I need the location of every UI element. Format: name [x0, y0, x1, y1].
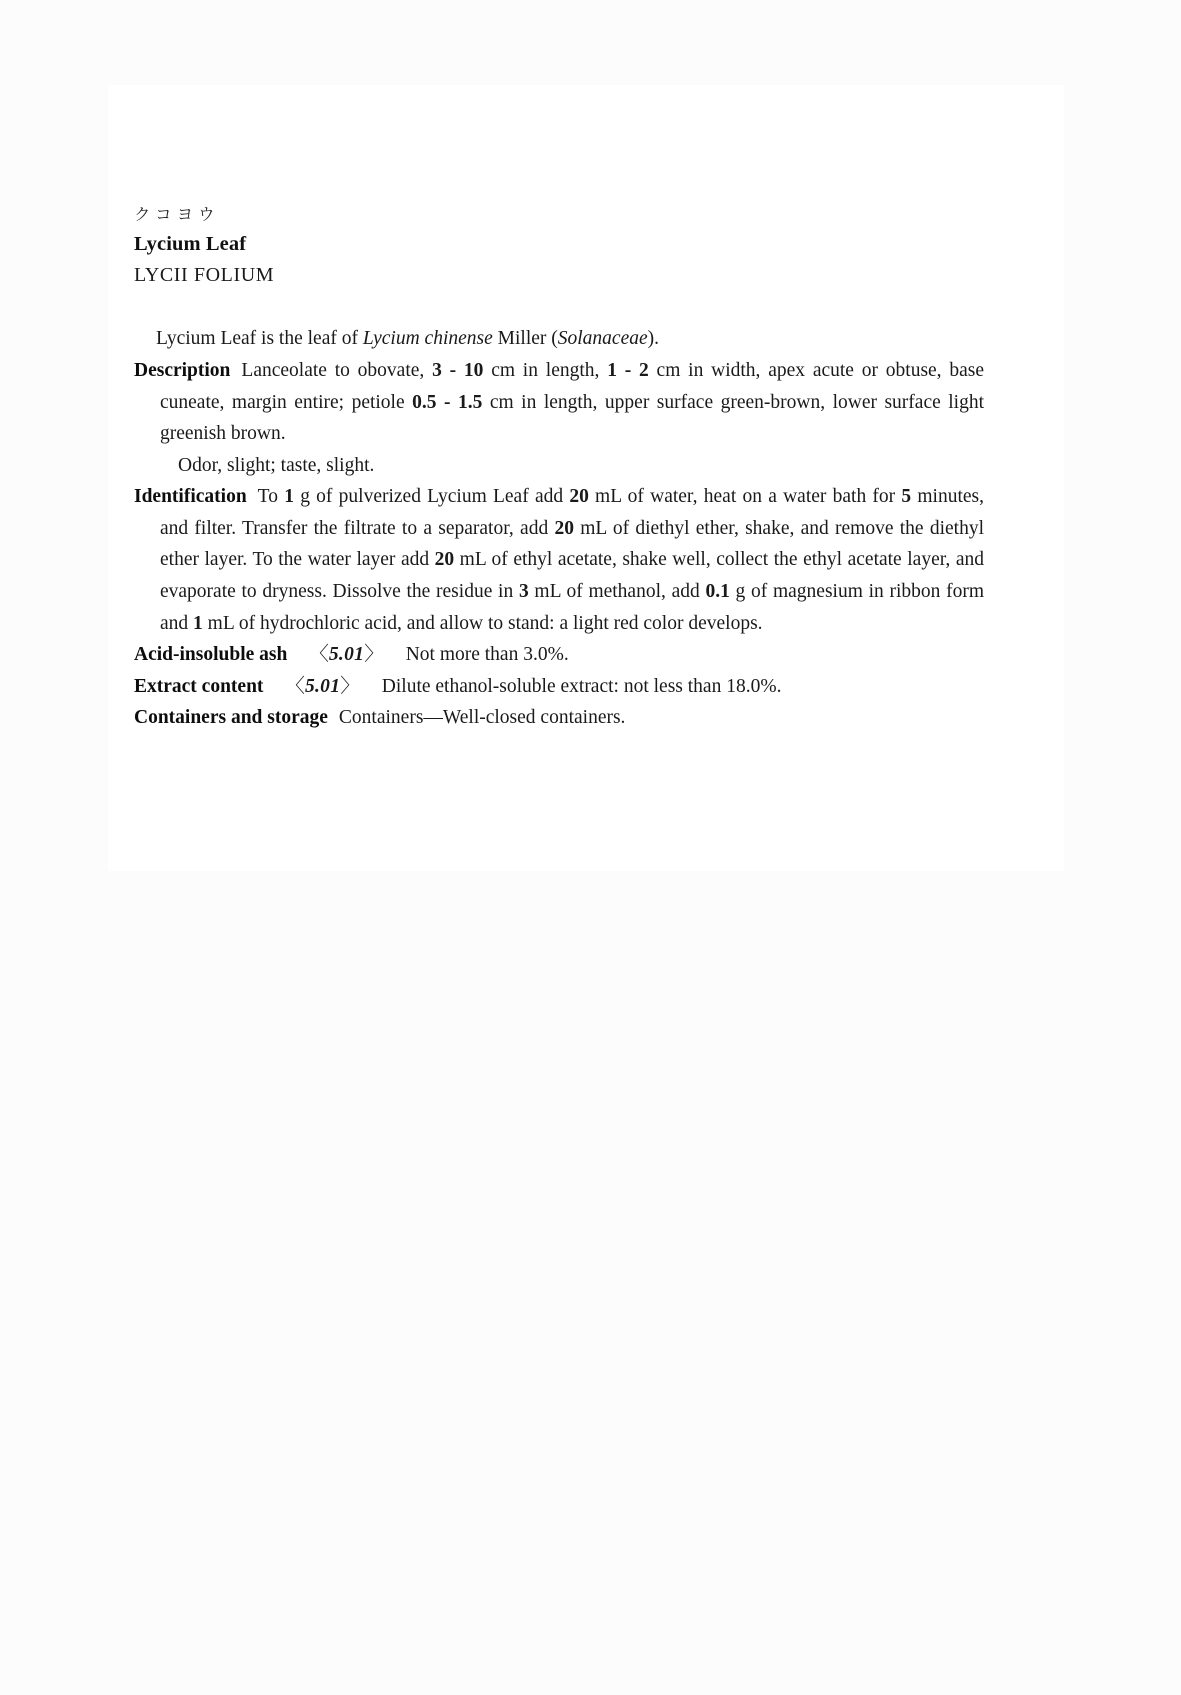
acid-insoluble-ash-reference: 5.01	[328, 644, 365, 666]
description-label: Description	[134, 359, 231, 381]
monograph-body	[134, 323, 984, 734]
extract-content-paragraph	[134, 671, 984, 703]
extract-content-label: Extract content	[134, 675, 264, 697]
description-petiole-value: 0.5 - 1.5	[412, 391, 483, 413]
identification-text-7: mL of methanol, add	[528, 581, 706, 603]
identification-quantity-7: 0.1	[705, 581, 730, 603]
identification-quantity-2: 20	[569, 486, 589, 508]
containers-and-storage-value: Containers—Well-closed containers.	[338, 707, 626, 729]
acid-insoluble-ash-text-after: .	[563, 644, 569, 666]
extract-content-reference: 5.01	[304, 675, 341, 697]
description-text-1: Lanceolate to obovate,	[241, 359, 433, 381]
bracket-open: 〈	[309, 644, 329, 666]
page-title: Lycium Leaf	[134, 232, 247, 255]
identification-text-9: mL of hydrochloric acid, and allow to stand: a light red color develops.	[202, 612, 763, 634]
bracket-close: 〉	[364, 644, 384, 666]
acid-insoluble-ash-text-before: Not more than	[405, 644, 524, 666]
description-text-2: cm in length,	[483, 359, 608, 381]
odor-paragraph: Odor, slight; taste, slight.	[178, 454, 375, 476]
identification-text-3: mL of water, heat on a water bath for	[588, 486, 902, 508]
containers-and-storage-label: Containers and storage	[134, 707, 328, 729]
bracket-open: 〈	[285, 675, 305, 697]
acid-insoluble-ash-label: Acid-insoluble ash	[134, 644, 288, 666]
containers-and-storage-paragraph	[134, 702, 984, 734]
identification-text-2: g of pulverized Lycium Leaf add	[293, 486, 570, 508]
latin-title: LYCII FOLIUM	[134, 264, 275, 287]
identification-text-6: mL of ethyl acetate, shake well, collect the ethyl acetate layer, and evaporate to dryness. Dissolve the residue in	[160, 549, 984, 603]
monograph-heading	[134, 205, 984, 287]
family-name: Solanaceae	[557, 328, 648, 350]
bracket-close: 〉	[340, 675, 360, 697]
katakana-title: クコヨウ	[134, 205, 220, 224]
species-name: Lycium chinense	[362, 328, 493, 350]
identification-quantity-1: 1	[284, 486, 294, 508]
document-page	[108, 85, 1064, 871]
identification-paragraph	[134, 481, 984, 639]
identification-quantity-4: 20	[554, 517, 574, 539]
description-text-3: cm in width, apex acute or obtuse, base cuneate, margin entire; petiole	[160, 359, 984, 413]
identification-text-8: g of magnesium in ribbon form and	[160, 581, 984, 634]
identification-text-1: To	[257, 486, 285, 508]
acid-insoluble-ash-paragraph	[134, 639, 984, 671]
acid-insoluble-ash-value: 3.0%	[523, 644, 564, 666]
description-width-value: 1 - 2	[607, 359, 649, 381]
description-paragraph	[134, 355, 984, 450]
extract-content-text-before: Dilute ethanol-soluble extract: not less than	[381, 675, 727, 697]
description-length-value: 3 - 10	[432, 359, 484, 381]
identification-label: Identification	[134, 486, 247, 508]
extract-content-text-after: .	[776, 675, 782, 697]
extract-content-value: 18.0%	[726, 675, 777, 697]
identification-text-4: minutes, and filter. Transfer the filtrate to a separator, add	[160, 486, 985, 539]
identification-quantity-3: 5	[901, 486, 912, 508]
intro-text-middle: Miller (	[492, 328, 558, 350]
identification-quantity-5: 20	[434, 549, 455, 571]
description-text-4: cm in length, upper surface green-brown, lower surface light greenish brown.	[160, 391, 984, 445]
intro-text-after: ).	[647, 328, 660, 350]
monograph-content	[134, 205, 984, 734]
identification-text-5: mL of diethyl ether, shake, and remove the diethyl ether layer. To the water layer add	[160, 517, 984, 571]
intro-paragraph	[134, 323, 984, 355]
intro-text-before: Lycium Leaf is the leaf of	[156, 328, 363, 350]
identification-quantity-6: 3	[518, 581, 529, 603]
identification-quantity-8: 1	[193, 612, 203, 634]
